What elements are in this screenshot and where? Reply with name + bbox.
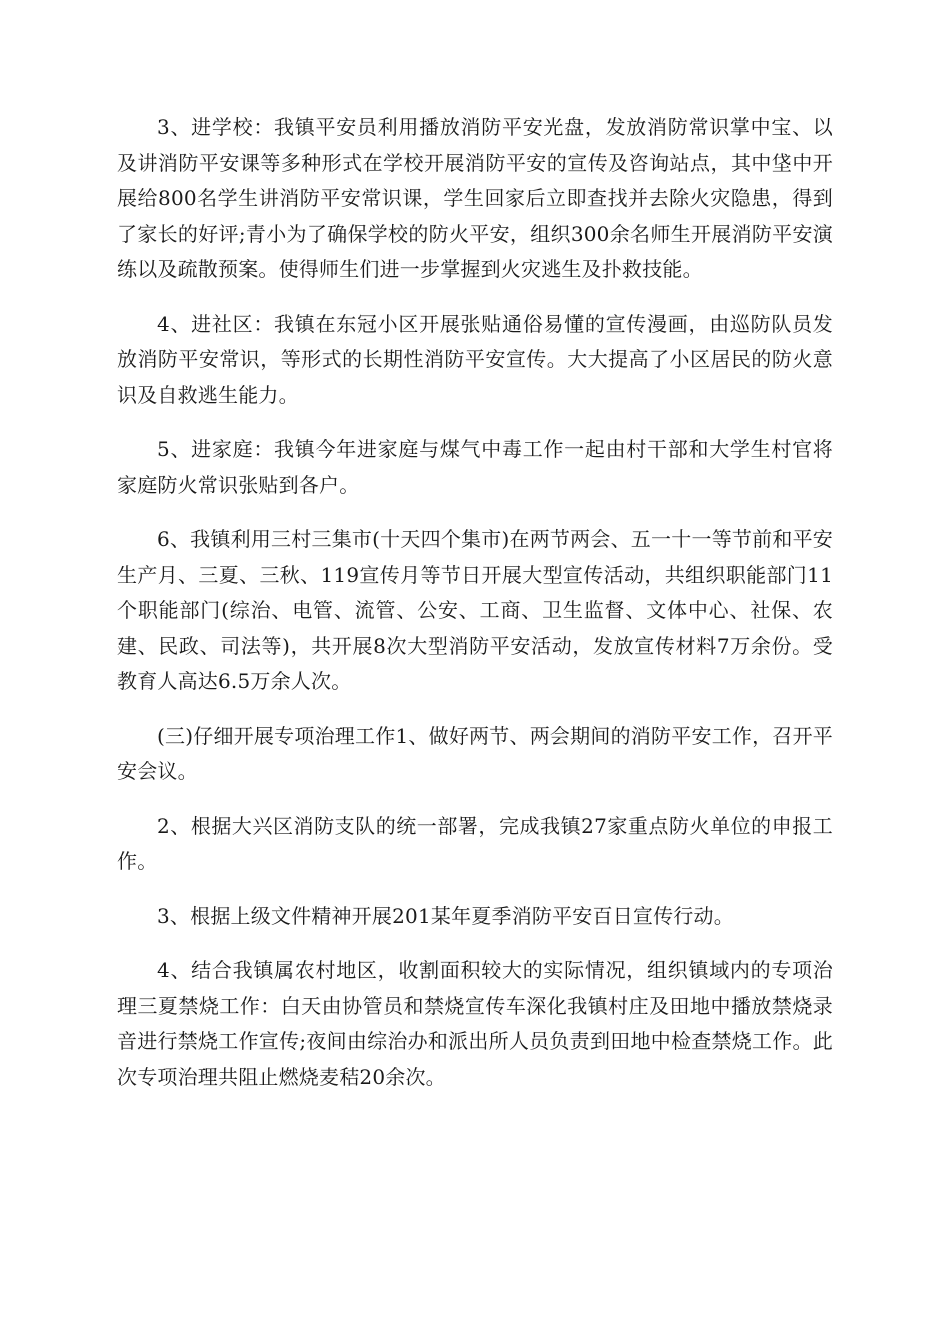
paragraph-market-campaign: 6、我镇利用三村三集市(十天四个集市)在两节两会、五一十一等节前和平安生产月、三夏、三秋、119宣传月等节日开展大型宣传活动，共组织职能部门11个职能部门(综治、电管、流管、公安、工商、卫生监督、文体中心、社保、农建、民政、司法等)，共开展8次大型消防平安活动，发放宣传材料7万余份。受教育人高达6.5万余人次。 [117,527,833,693]
paragraph-school: 3、进学校：我镇平安员利用播放消防平安光盘，发放消防常识掌中宝、以及讲消防平安课等多种形式在学校开展消防平安的宣传及咨询站点，其中垡中开展给800名学生讲消防平安常识课，学生回家后立即查找并去除火灾隐患，得到了家长的好评;青小为了确保学校的防火平安，组织300余名师生开展消防平安演练以及疏散预案。使得师生们进一步掌握到火灾逃生及扑救技能。 [117,115,833,281]
paragraph-key-units: 2、根据大兴区消防支队的统一部署，完成我镇27家重点防火单位的申报工作。 [117,813,833,873]
paragraph-family: 5、进家庭：我镇今年进家庭与煤气中毒工作一起由村干部和大学生村官将家庭防火常识张贴到各户。 [117,437,833,497]
paragraph-special-governance: (三)仔细开展专项治理工作1、做好两节、两会期间的消防平安工作，召开平安会议。 [117,723,833,783]
paragraph-burning-ban: 4、结合我镇属农村地区，收割面积较大的实际情况，组织镇域内的专项治理三夏禁烧工作：白天由协管员和禁烧宣传车深化我镇村庄及田地中播放禁烧录音进行禁烧工作宣传;夜间由综治办和派出所人员负责到田地中检查禁烧工作。此次专项治理共阻止燃烧麦秸20余次。 [117,958,833,1089]
document-body [117,110,833,1114]
paragraph-summer-campaign: 3、根据上级文件精神开展201某年夏季消防平安百日宣传行动。 [157,903,734,928]
paragraph-community: 4、进社区：我镇在东冠小区开展张贴通俗易懂的宣传漫画，由巡防队员发放消防平安常识，等形式的长期性消防平安宣传。大大提高了小区居民的防火意识及自救逃生能力。 [117,311,833,407]
